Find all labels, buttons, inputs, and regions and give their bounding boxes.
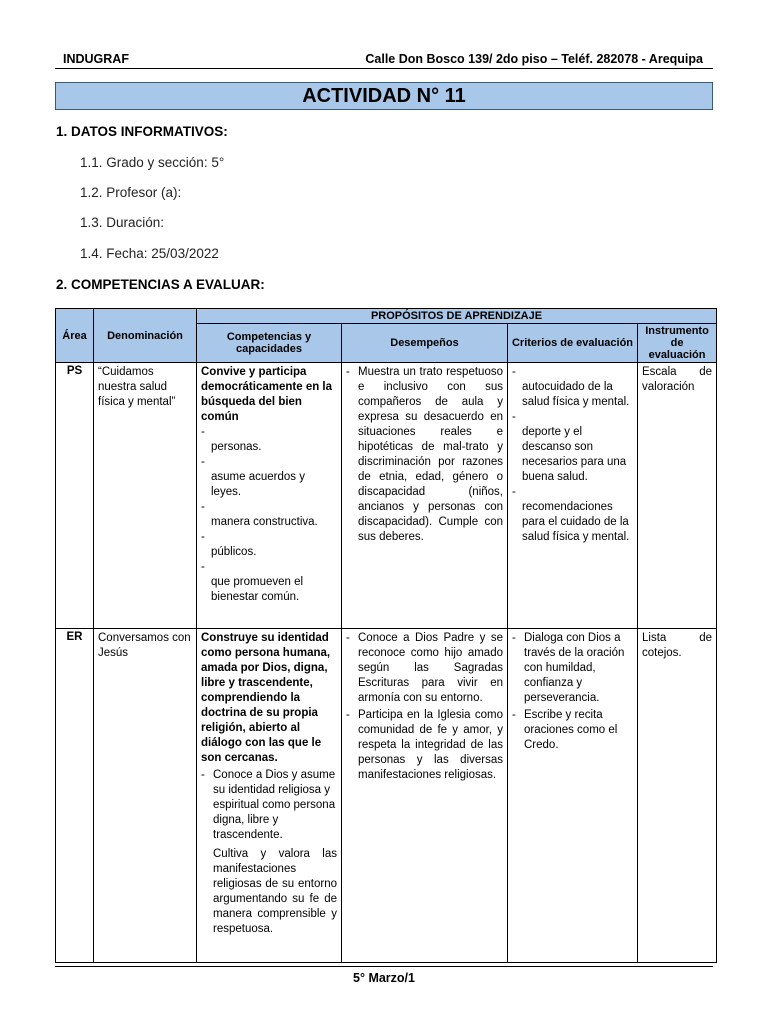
criterio-item: deporte y el descanso son necesarios para una buena salud. [522,426,627,483]
list-item: - Dialoga con Dios a través de la oración con humildad, confianza y perseverancia. [512,632,625,704]
header-desempenos: Desempeños [342,324,508,363]
capacidad-item: Cultiva y valora las manifestaciones religiosas de su entorno argumentando su fe de manera comprensible y respetuosa. [213,848,337,935]
list-item: - Muestra un trato respetuoso e inclusivo con sus compañeros de aula y expresa su desacuerdo en situaciones reales e hipotéticas de mal-trato y discriminación por razones de etnia, edad, género o discapacidad (niños, ancianos y personas con discapacidad). Cumple con sus deberes. [346,366,503,543]
header-propositos: PROPÓSITOS DE APRENDIZAJE [197,309,717,324]
dash-marker: - [201,531,205,543]
row-competencias [197,629,342,963]
header-competencias: Competencias y capacidades [197,324,342,363]
header-denominacion: Denominación [94,309,197,363]
header-company: INDUGRAF [63,52,129,66]
capacidad-item: que promueven el bienestar común. [211,576,304,603]
criterio-item: recomendaciones para el cuidado de la salud física y mental. [522,501,630,543]
info-duracion: 1.3. Duración: [80,215,165,230]
competencia-title: Convive y participa democráticamente en la búsqueda del bien común [201,366,333,423]
list-item: - Escribe y recita oraciones como el Credo. [512,709,618,751]
row-area: PS [56,363,94,629]
row-criterios [508,363,638,629]
dash-marker: - [201,426,205,438]
row-denominacion: Conversamos con Jesús [94,629,197,963]
dash-marker: - [512,486,516,498]
competencia-title: Construye su identidad como persona humana, amada por Dios, digna, libre y trascendente, comprendiendo la doctrina de su propia religión, abierto al diálogo con las que le son cercanas. [201,632,331,764]
info-grado: 1.1. Grado y sección: 5° [80,155,225,170]
dash-marker: - [201,561,205,573]
header-instrumento: Instrumento de evaluación [638,324,717,363]
row-instrumento: Lista de cotejos. [638,629,717,963]
row-area: ER [56,629,94,963]
dash-marker: - [201,501,205,513]
capacidad-item: manera constructiva. [211,516,318,528]
page-footer: 5° Marzo/1 [55,966,713,985]
dash-marker: - [512,411,516,423]
table-row [56,629,717,963]
section1-heading: 1. DATOS INFORMATIVOS: [56,124,228,139]
table-row [56,363,717,629]
list-item: - Conoce a Dios y asume su identidad religiosa y espiritual como persona digna, libre y trascendente. [201,769,336,841]
section2-heading: 2. COMPETENCIAS A EVALUAR: [56,277,265,292]
row-competencias [197,363,342,629]
info-fecha: 1.4. Fecha: 25/03/2022 [80,246,219,261]
row-instrumento: Escala de valoración [638,363,717,629]
row-criterios [508,629,638,963]
info-profesor: 1.2. Profesor (a): [80,185,182,200]
dash-marker: - [201,456,205,468]
header-criterios: Criterios de evaluación [508,324,638,363]
capacidad-item: asume acuerdos y leyes. [211,471,305,498]
header-address: Calle Don Bosco 139/ 2do piso – Teléf. 282078 - Arequipa [365,52,703,66]
activity-title: ACTIVIDAD N° 11 [55,82,713,110]
header-area: Área [56,309,94,363]
capacidad-item: personas. [211,441,262,453]
dash-marker: - [512,366,516,378]
page-header [55,52,713,69]
row-desempenos [342,629,508,963]
row-desempenos [342,363,508,629]
list-item: - Participa en la Iglesia como comunidad de fe y amor, y respeta la integridad de las personas y las diversas manifestaciones religiosas. [346,709,503,781]
row-denominacion: “Cuidamos nuestra salud física y mental” [94,363,197,629]
competencias-table [55,308,717,963]
list-item: - Conoce a Dios Padre y se reconoce como hijo amado según las Sagradas Escrituras para vivir en armonía con su entorno. [346,632,503,704]
criterio-item: autocuidado de la salud física y mental. [522,381,630,408]
capacidad-item: públicos. [211,546,257,558]
